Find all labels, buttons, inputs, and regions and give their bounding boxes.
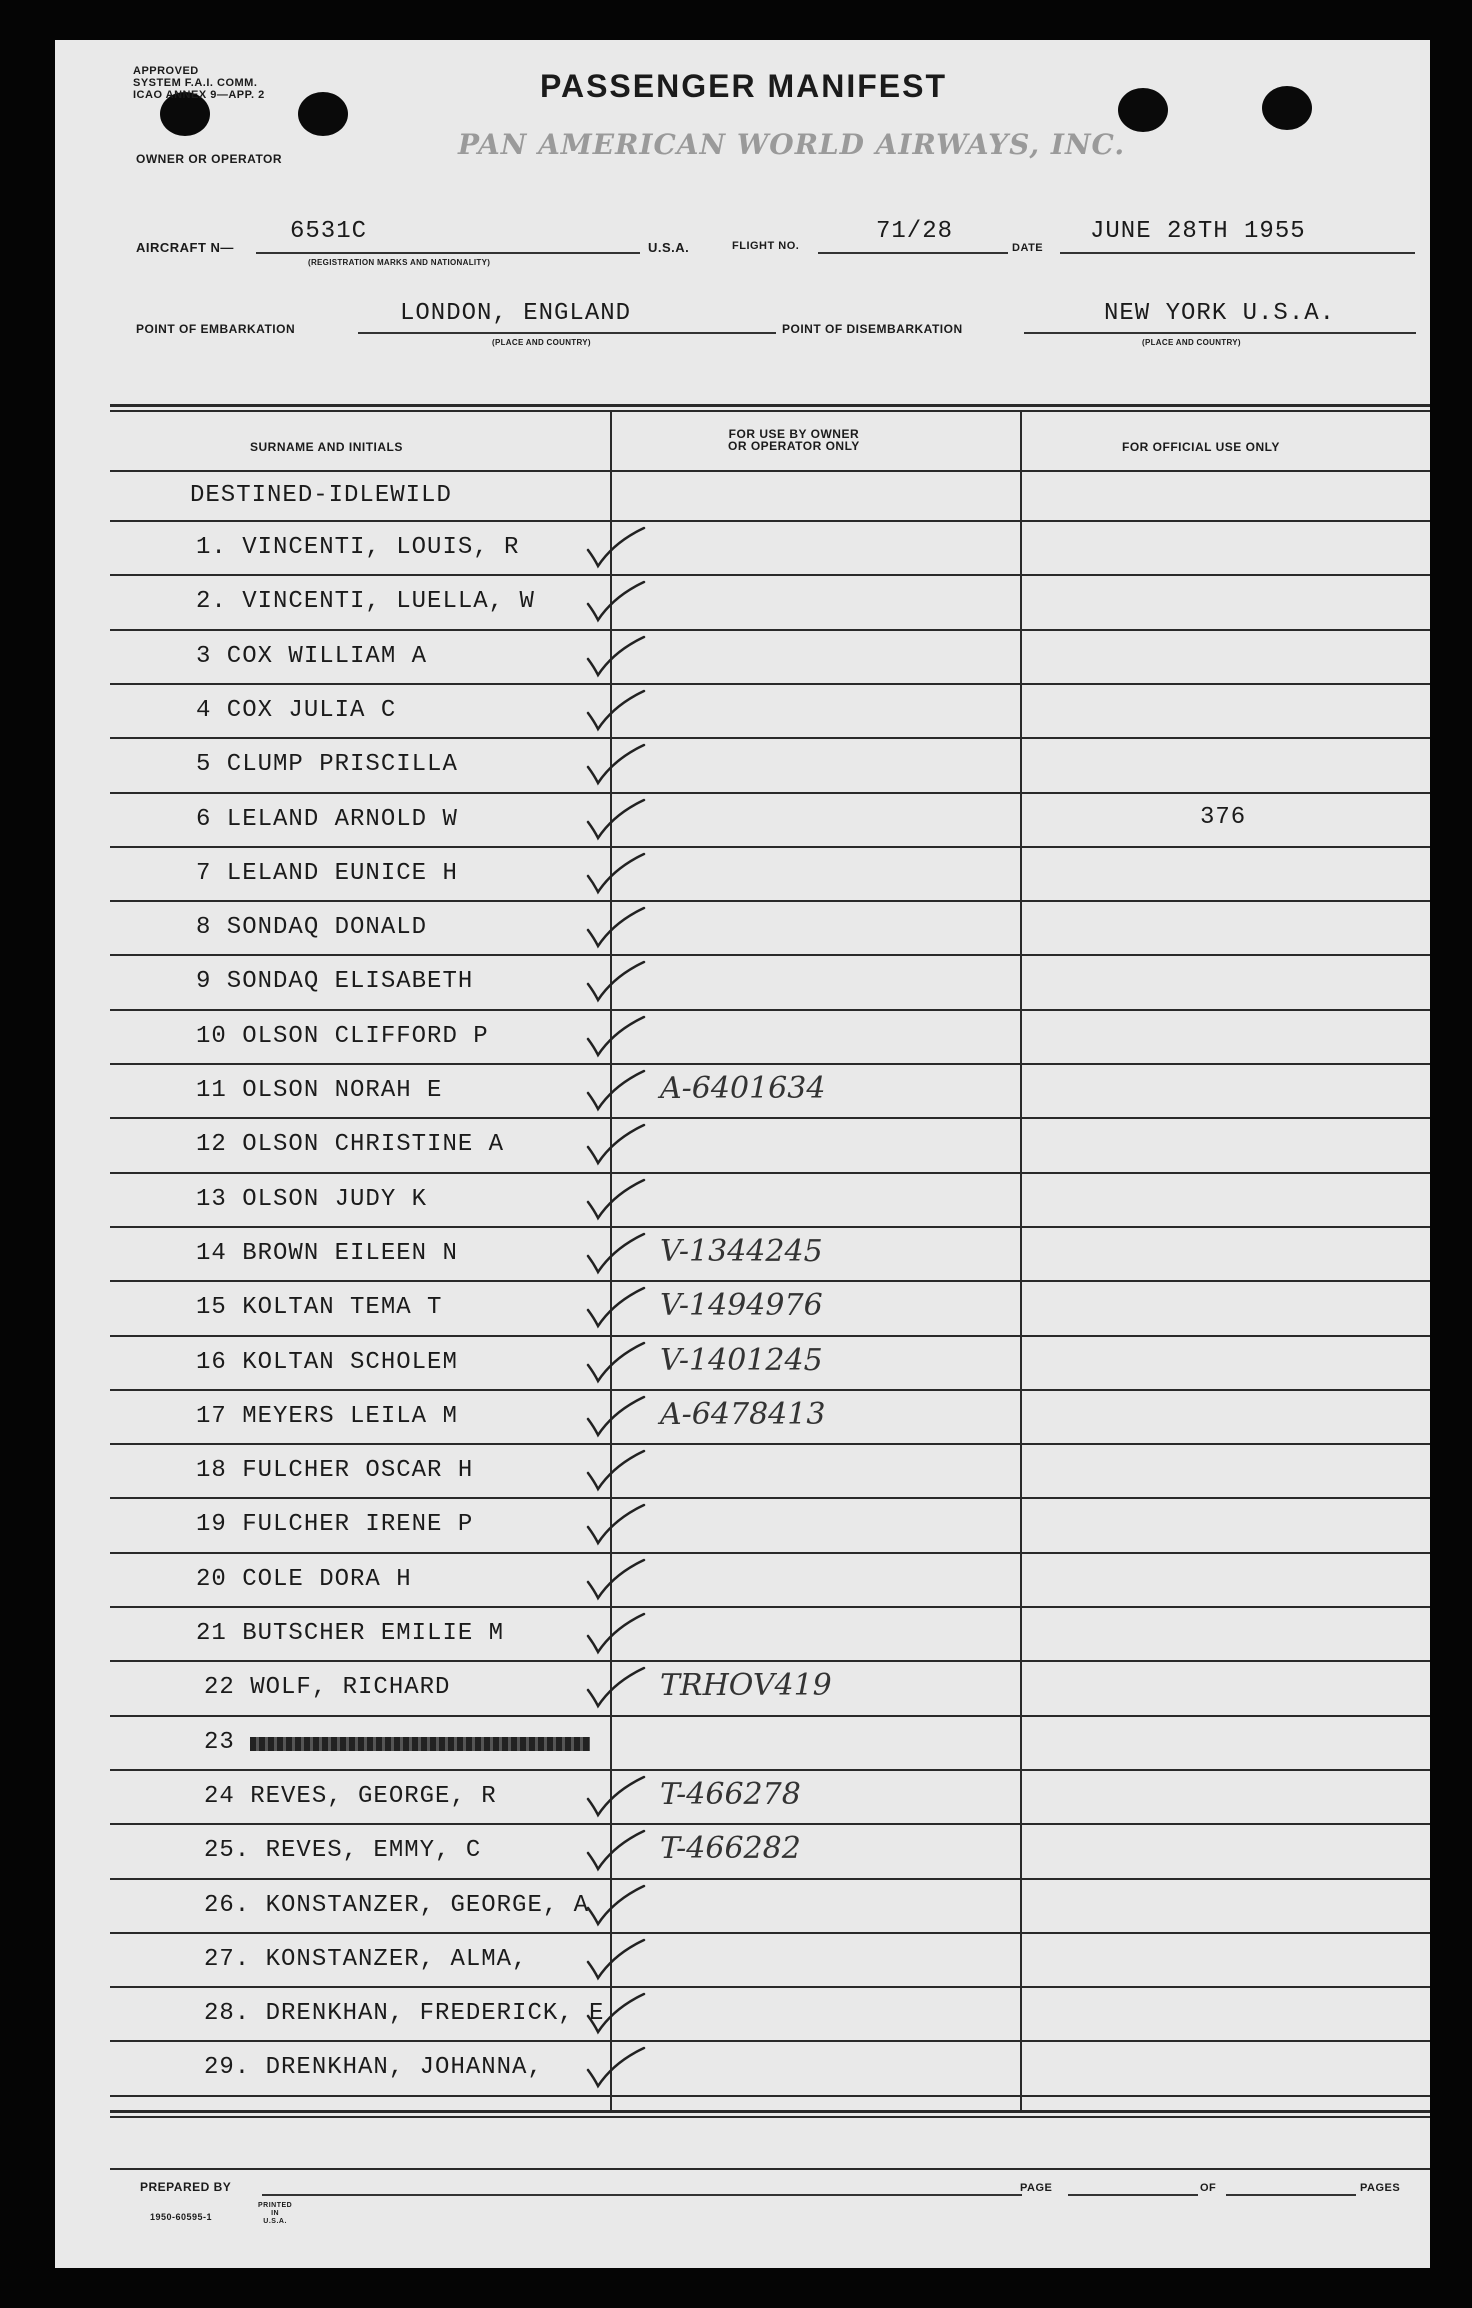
- row-rule: [110, 683, 1430, 685]
- passenger-name: 18 FULCHER OSCAR H: [196, 1457, 474, 1485]
- owner-value: PAN AMERICAN WORLD AIRWAYS, INC.: [458, 128, 1126, 161]
- row-rule: [110, 900, 1430, 902]
- header-rule: [110, 470, 1430, 472]
- punch-hole-icon: [298, 92, 348, 136]
- owner-note: V-1494976: [660, 1288, 823, 1324]
- passenger-name: 13 OLSON JUDY K: [196, 1185, 428, 1213]
- disembarkation-underline: [1024, 332, 1416, 334]
- passenger-name: 22 WOLF, RICHARD: [204, 1674, 451, 1702]
- passenger-name: 4 COX JULIA C: [196, 696, 397, 724]
- checkmark-icon: [584, 1067, 674, 1117]
- official-note: 376: [1200, 803, 1247, 831]
- checkmark-icon: [584, 1013, 674, 1063]
- row-rule: [110, 1335, 1430, 1337]
- checkmark-icon: [584, 850, 674, 900]
- table-top-rule: [110, 404, 1430, 407]
- col-header-owner-use-line-1: FOR USE BY OWNER: [728, 427, 860, 441]
- row-rule: [110, 2040, 1430, 2042]
- passenger-name: 17 MEYERS LEILA M: [196, 1402, 458, 1430]
- checkmark-icon: [584, 1339, 674, 1389]
- checkmark-icon: [584, 633, 674, 683]
- pages-label: PAGES: [1360, 2182, 1401, 2194]
- owner-note: V-1344245: [660, 1233, 823, 1269]
- passenger-name: 15 KOLTAN TEMA T: [196, 1294, 443, 1322]
- passenger-name: 29. DRENKHAN, JOHANNA,: [204, 2054, 543, 2082]
- passenger-name: 26. KONSTANZER, GEORGE, A: [204, 1891, 590, 1919]
- punch-hole-icon: [1262, 86, 1312, 130]
- date-value: JUNE 28TH 1955: [1090, 218, 1306, 245]
- row-rule: [110, 1280, 1430, 1282]
- row-rule: [110, 1823, 1430, 1825]
- owner-note: TRHOV419: [660, 1668, 832, 1704]
- owner-note: V-1401245: [660, 1342, 823, 1378]
- row-rule: [110, 2095, 1430, 2097]
- row-rule: [110, 1389, 1430, 1391]
- footer-top-rule: [110, 2168, 1430, 2170]
- row-rule: [110, 1226, 1430, 1228]
- of-label: OF: [1200, 2182, 1217, 2194]
- table-bottom-rule-inner: [110, 2116, 1430, 2118]
- owner-label: OWNER OR OPERATOR: [136, 152, 283, 166]
- passenger-name: 27. KONSTANZER, ALMA,: [204, 1945, 528, 1973]
- passenger-name: 25. REVES, EMMY, C: [204, 1837, 482, 1865]
- embarkation-sublabel: (PLACE AND COUNTRY): [492, 338, 591, 347]
- checkmark-icon: [584, 1664, 674, 1714]
- passenger-name: 20 COLE DORA H: [196, 1565, 412, 1593]
- row-rule: [110, 1606, 1430, 1608]
- passenger-name: 10 OLSON CLIFFORD P: [196, 1022, 489, 1050]
- owner-note: T-466282: [660, 1831, 801, 1867]
- checkmark-icon: [584, 1936, 674, 1986]
- flight-value: 71/28: [876, 218, 954, 245]
- passenger-name: 6 LELAND ARNOLD W: [196, 805, 458, 833]
- col-header-owner-use-line-2: OR OPERATOR ONLY: [728, 439, 860, 453]
- passenger-name: 21 BUTSCHER EMILIE M: [196, 1620, 505, 1647]
- of-line: [1226, 2194, 1356, 2196]
- checkmark-icon: [584, 741, 674, 791]
- disembarkation-sublabel: (PLACE AND COUNTRY): [1142, 338, 1241, 347]
- table-top-rule-inner: [110, 410, 1430, 412]
- page-line: [1068, 2194, 1198, 2196]
- checkmark-icon: [584, 1501, 674, 1551]
- aircraft-sublabel: (REGISTRATION MARKS AND NATIONALITY): [308, 258, 491, 267]
- checkmark-icon: [584, 796, 674, 846]
- checkmark-icon: [584, 1121, 674, 1171]
- usa-label: U.S.A.: [648, 240, 690, 255]
- row-rule: [110, 1117, 1430, 1119]
- checkmark-icon: [584, 1176, 674, 1226]
- disembarkation-value: NEW YORK U.S.A.: [1104, 300, 1336, 327]
- row-rule: [110, 792, 1430, 794]
- passenger-name: 11 OLSON NORAH E: [196, 1077, 443, 1104]
- flight-underline: [818, 252, 1008, 254]
- passenger-name: 23: [204, 1728, 235, 1756]
- passenger-name: 28. DRENKHAN, FREDERICK, E: [204, 2000, 605, 2028]
- passenger-name: 9 SONDAQ ELISABETH: [196, 968, 474, 996]
- form-code: 1950-60595-1: [150, 2212, 213, 2222]
- table-bottom-rule: [110, 2110, 1430, 2113]
- checkmark-icon: [584, 687, 674, 737]
- col-header-owner-use: [728, 428, 860, 452]
- disembarkation-label: POINT OF DISEMBARKATION: [782, 322, 963, 336]
- checkmark-icon: [584, 1556, 674, 1606]
- passenger-name: 16 KOLTAN SCHOLEM: [196, 1348, 458, 1376]
- row-rule: [110, 1552, 1430, 1554]
- col-header-surname: SURNAME AND INITIALS: [250, 440, 403, 454]
- checkmark-icon: [584, 1447, 674, 1497]
- approval-line-1: APPROVED: [133, 65, 199, 77]
- checkmark-icon: [584, 524, 674, 574]
- prepared-by-line: [262, 2194, 1022, 2196]
- row-rule: [110, 954, 1430, 956]
- row-rule: [110, 1932, 1430, 1934]
- checkmark-icon: [584, 1610, 674, 1660]
- passenger-name: 14 BROWN EILEEN N: [196, 1239, 458, 1267]
- passenger-name: 3 COX WILLIAM A: [196, 642, 428, 670]
- checkmark-icon: [584, 904, 674, 954]
- checkmark-icon: [584, 1230, 674, 1280]
- form-title: PASSENGER MANIFEST: [540, 68, 947, 104]
- owner-note: T-466278: [660, 1776, 801, 1812]
- punch-hole-icon: [1118, 88, 1168, 132]
- checkmark-icon: [584, 1882, 674, 1932]
- passenger-name: 19 FULCHER IRENE P: [196, 1511, 474, 1539]
- row-rule: [110, 1443, 1430, 1445]
- owner-note: A-6401634: [660, 1071, 826, 1106]
- checkmark-icon: [584, 578, 674, 628]
- embarkation-label: POINT OF EMBARKATION: [136, 322, 296, 336]
- row-rule: [110, 1878, 1430, 1880]
- passenger-name: 24 REVES, GEORGE, R: [204, 1782, 497, 1810]
- passenger-name: 12 OLSON CHRISTINE A: [196, 1131, 505, 1159]
- aircraft-value: 6531C: [290, 218, 368, 245]
- row-rule: [110, 1009, 1430, 1011]
- date-label: DATE: [1012, 242, 1044, 254]
- row-rule: [110, 1172, 1430, 1174]
- checkmark-icon: [584, 958, 674, 1008]
- row-rule: [110, 1497, 1430, 1499]
- passenger-name: 8 SONDAQ DONALD: [196, 914, 428, 942]
- page-label: PAGE: [1020, 2182, 1053, 2194]
- checkmark-icon: [584, 1393, 674, 1443]
- row-rule: [110, 574, 1430, 576]
- embarkation-value: LONDON, ENGLAND: [400, 300, 632, 327]
- destination-row: DESTINED-IDLEWILD: [190, 482, 452, 509]
- passenger-name: 5 CLUMP PRISCILLA: [196, 751, 458, 779]
- row-rule: [110, 1660, 1430, 1662]
- row-rule: [110, 629, 1430, 631]
- column-divider-2: [1020, 410, 1022, 2112]
- struck-out-entry: [250, 1737, 590, 1751]
- flight-label: FLIGHT NO.: [732, 240, 800, 252]
- printer-mark: [258, 2202, 292, 2226]
- passenger-name: 1. VINCENTI, LOUIS, R: [196, 534, 520, 561]
- aircraft-label: AIRCRAFT N—: [136, 240, 234, 255]
- passenger-name: 7 LELAND EUNICE H: [196, 859, 458, 887]
- row-rule: [110, 1986, 1430, 1988]
- checkmark-icon: [584, 2044, 674, 2094]
- passenger-name: 2. VINCENTI, LUELLA, W: [196, 588, 535, 616]
- row-rule: [110, 846, 1430, 848]
- printer-mark-line-2: IN: [271, 2210, 280, 2217]
- approval-line-3: ICAO ANNEX 9—APP. 2: [133, 89, 265, 101]
- embarkation-underline: [358, 332, 776, 334]
- row-rule: [110, 1715, 1430, 1717]
- printer-mark-line-1: PRINTED: [258, 2202, 293, 2209]
- col-header-official: FOR OFFICIAL USE ONLY: [1122, 440, 1280, 454]
- destination-rule: [110, 520, 1430, 522]
- printer-mark-line-3: U.S.A.: [263, 2218, 287, 2225]
- checkmark-icon: [584, 1827, 674, 1877]
- aircraft-underline: [256, 252, 640, 254]
- row-rule: [110, 737, 1430, 739]
- checkmark-icon: [584, 1773, 674, 1823]
- checkmark-icon: [584, 1284, 674, 1334]
- prepared-by-label: PREPARED BY: [140, 2180, 232, 2194]
- owner-note: A-6478413: [660, 1396, 826, 1432]
- row-rule: [110, 1769, 1430, 1771]
- checkmark-icon: [584, 1990, 674, 2040]
- approval-line-2: SYSTEM F.A.I. COMM.: [133, 77, 258, 89]
- row-rule: [110, 1063, 1430, 1065]
- date-underline: [1060, 252, 1415, 254]
